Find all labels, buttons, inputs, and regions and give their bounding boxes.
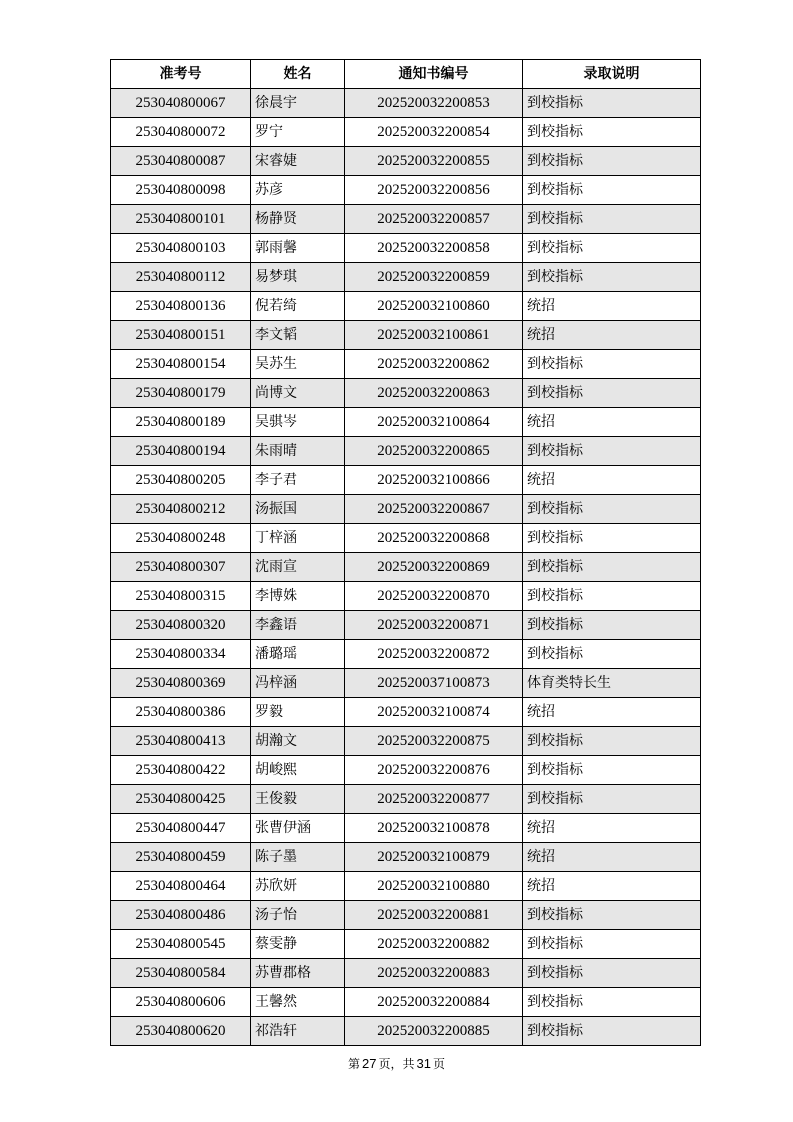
cell-name: 杨静贤: [251, 205, 345, 234]
cell-admission-note: 统招: [523, 408, 701, 437]
table-row: [111, 553, 701, 582]
cell-name: 冯梓涵: [251, 669, 345, 698]
header-name: 姓名: [251, 60, 345, 89]
table-row: [111, 437, 701, 466]
table-row: [111, 379, 701, 408]
cell-notice-no: 202520032100880: [345, 872, 523, 901]
table-row: [111, 582, 701, 611]
table-row: [111, 669, 701, 698]
cell-exam-no: 253040800151: [111, 321, 251, 350]
cell-notice-no: 202520032200869: [345, 553, 523, 582]
table-row: [111, 466, 701, 495]
admission-table: [110, 59, 701, 1046]
cell-name: 沈雨宣: [251, 553, 345, 582]
cell-notice-no: 202520032100864: [345, 408, 523, 437]
cell-exam-no: 253040800545: [111, 930, 251, 959]
table-row: [111, 698, 701, 727]
cell-name: 吴苏生: [251, 350, 345, 379]
cell-notice-no: 202520032200876: [345, 756, 523, 785]
table-row: [111, 234, 701, 263]
table-row: [111, 901, 701, 930]
cell-name: 李鑫语: [251, 611, 345, 640]
table-row: [111, 930, 701, 959]
footer-prefix: 第: [348, 1057, 361, 1071]
cell-exam-no: 253040800413: [111, 727, 251, 756]
table-header-row: [111, 60, 701, 89]
cell-exam-no: 253040800447: [111, 814, 251, 843]
cell-name: 胡峻熙: [251, 756, 345, 785]
cell-admission-note: 到校指标: [523, 350, 701, 379]
cell-name: 汤振国: [251, 495, 345, 524]
cell-name: 徐晨宇: [251, 89, 345, 118]
cell-notice-no: 202520032100878: [345, 814, 523, 843]
cell-name: 胡瀚文: [251, 727, 345, 756]
cell-exam-no: 253040800112: [111, 263, 251, 292]
table-row: [111, 988, 701, 1017]
cell-notice-no: 202520032200875: [345, 727, 523, 756]
cell-exam-no: 253040800072: [111, 118, 251, 147]
cell-name: 罗宁: [251, 118, 345, 147]
cell-exam-no: 253040800179: [111, 379, 251, 408]
cell-admission-note: 到校指标: [523, 379, 701, 408]
cell-admission-note: 到校指标: [523, 959, 701, 988]
cell-notice-no: 202520032200867: [345, 495, 523, 524]
table-row: [111, 350, 701, 379]
header-admission-note: 录取说明: [523, 60, 701, 89]
header-notice-no: 通知书编号: [345, 60, 523, 89]
cell-name: 王馨然: [251, 988, 345, 1017]
cell-exam-no: 253040800136: [111, 292, 251, 321]
cell-notice-no: 202520032100874: [345, 698, 523, 727]
cell-notice-no: 202520032200872: [345, 640, 523, 669]
cell-notice-no: 202520032200883: [345, 959, 523, 988]
cell-notice-no: 202520032200863: [345, 379, 523, 408]
cell-name: 尚博文: [251, 379, 345, 408]
cell-admission-note: 统招: [523, 321, 701, 350]
cell-name: 倪若绮: [251, 292, 345, 321]
cell-name: 李文韬: [251, 321, 345, 350]
cell-admission-note: 到校指标: [523, 524, 701, 553]
cell-admission-note: 统招: [523, 872, 701, 901]
cell-exam-no: 253040800307: [111, 553, 251, 582]
cell-name: 李子君: [251, 466, 345, 495]
cell-notice-no: 202520032200858: [345, 234, 523, 263]
cell-exam-no: 253040800098: [111, 176, 251, 205]
cell-admission-note: 到校指标: [523, 640, 701, 669]
cell-exam-no: 253040800369: [111, 669, 251, 698]
table-row: [111, 785, 701, 814]
cell-exam-no: 253040800248: [111, 524, 251, 553]
cell-exam-no: 253040800459: [111, 843, 251, 872]
cell-admission-note: 到校指标: [523, 437, 701, 466]
cell-admission-note: 统招: [523, 814, 701, 843]
cell-notice-no: 202520032100860: [345, 292, 523, 321]
cell-notice-no: 202520032200859: [345, 263, 523, 292]
footer-total-pages: 31: [416, 1056, 431, 1071]
cell-admission-note: 到校指标: [523, 495, 701, 524]
table-row: [111, 118, 701, 147]
cell-admission-note: 到校指标: [523, 988, 701, 1017]
cell-name: 苏曹郡格: [251, 959, 345, 988]
cell-exam-no: 253040800386: [111, 698, 251, 727]
cell-name: 王俊毅: [251, 785, 345, 814]
cell-notice-no: 202520032200870: [345, 582, 523, 611]
cell-name: 李博姝: [251, 582, 345, 611]
cell-notice-no: 202520032200871: [345, 611, 523, 640]
cell-exam-no: 253040800189: [111, 408, 251, 437]
cell-exam-no: 253040800486: [111, 901, 251, 930]
cell-name: 潘璐瑶: [251, 640, 345, 669]
cell-exam-no: 253040800194: [111, 437, 251, 466]
cell-exam-no: 253040800101: [111, 205, 251, 234]
cell-exam-no: 253040800067: [111, 89, 251, 118]
table-row: [111, 727, 701, 756]
table-row: [111, 147, 701, 176]
cell-notice-no: 202520032200884: [345, 988, 523, 1017]
cell-admission-note: 到校指标: [523, 553, 701, 582]
cell-notice-no: 202520032200853: [345, 89, 523, 118]
cell-name: 陈子墨: [251, 843, 345, 872]
footer-mid: 页，共: [378, 1057, 415, 1071]
header-exam-no: 准考号: [111, 60, 251, 89]
cell-name: 苏彦: [251, 176, 345, 205]
cell-exam-no: 253040800334: [111, 640, 251, 669]
table-row: [111, 292, 701, 321]
table-row: [111, 843, 701, 872]
cell-name: 易梦琪: [251, 263, 345, 292]
cell-admission-note: 到校指标: [523, 118, 701, 147]
cell-exam-no: 253040800464: [111, 872, 251, 901]
cell-notice-no: 202520032200868: [345, 524, 523, 553]
cell-notice-no: 202520032100866: [345, 466, 523, 495]
cell-exam-no: 253040800320: [111, 611, 251, 640]
cell-name: 汤子怡: [251, 901, 345, 930]
cell-admission-note: 到校指标: [523, 611, 701, 640]
cell-admission-note: 到校指标: [523, 205, 701, 234]
cell-exam-no: 253040800422: [111, 756, 251, 785]
table-row: [111, 495, 701, 524]
cell-admission-note: 统招: [523, 292, 701, 321]
cell-name: 宋睿婕: [251, 147, 345, 176]
cell-admission-note: 到校指标: [523, 582, 701, 611]
page-footer: [0, 1055, 793, 1072]
cell-exam-no: 253040800606: [111, 988, 251, 1017]
cell-name: 祁浩轩: [251, 1017, 345, 1046]
cell-name: 罗毅: [251, 698, 345, 727]
cell-notice-no: 202520032100861: [345, 321, 523, 350]
cell-admission-note: 到校指标: [523, 176, 701, 205]
footer-current-page: 27: [362, 1056, 377, 1071]
cell-admission-note: 体育类特长生: [523, 669, 701, 698]
cell-notice-no: 202520032200857: [345, 205, 523, 234]
table-row: [111, 205, 701, 234]
cell-admission-note: 到校指标: [523, 785, 701, 814]
table-row: [111, 408, 701, 437]
table-row: [111, 263, 701, 292]
cell-notice-no: 202520032200881: [345, 901, 523, 930]
table-row: [111, 872, 701, 901]
cell-name: 蔡雯静: [251, 930, 345, 959]
table-row: [111, 321, 701, 350]
table-body: [111, 89, 701, 1046]
cell-exam-no: 253040800087: [111, 147, 251, 176]
cell-admission-note: 统招: [523, 466, 701, 495]
cell-admission-note: 到校指标: [523, 89, 701, 118]
table-row: [111, 959, 701, 988]
table-row: [111, 89, 701, 118]
table-row: [111, 1017, 701, 1046]
cell-name: 张曹伊涵: [251, 814, 345, 843]
cell-name: 郭雨馨: [251, 234, 345, 263]
cell-notice-no: 202520032100879: [345, 843, 523, 872]
cell-name: 苏欣妍: [251, 872, 345, 901]
cell-admission-note: 到校指标: [523, 147, 701, 176]
table-row: [111, 611, 701, 640]
cell-name: 吴骐岑: [251, 408, 345, 437]
cell-name: 朱雨晴: [251, 437, 345, 466]
cell-name: 丁梓涵: [251, 524, 345, 553]
cell-exam-no: 253040800212: [111, 495, 251, 524]
table-row: [111, 640, 701, 669]
table-row: [111, 814, 701, 843]
cell-admission-note: 到校指标: [523, 756, 701, 785]
cell-admission-note: 到校指标: [523, 727, 701, 756]
cell-notice-no: 202520032200854: [345, 118, 523, 147]
cell-notice-no: 202520032200856: [345, 176, 523, 205]
cell-admission-note: 统招: [523, 843, 701, 872]
table-row: [111, 756, 701, 785]
cell-notice-no: 202520032200855: [345, 147, 523, 176]
cell-exam-no: 253040800103: [111, 234, 251, 263]
table-row: [111, 176, 701, 205]
cell-notice-no: 202520032200865: [345, 437, 523, 466]
cell-exam-no: 253040800205: [111, 466, 251, 495]
cell-notice-no: 202520032200877: [345, 785, 523, 814]
cell-exam-no: 253040800425: [111, 785, 251, 814]
cell-admission-note: 到校指标: [523, 1017, 701, 1046]
cell-exam-no: 253040800584: [111, 959, 251, 988]
footer-suffix: 页: [432, 1057, 445, 1071]
cell-admission-note: 统招: [523, 698, 701, 727]
cell-notice-no: 202520037100873: [345, 669, 523, 698]
cell-exam-no: 253040800620: [111, 1017, 251, 1046]
cell-admission-note: 到校指标: [523, 234, 701, 263]
cell-notice-no: 202520032200882: [345, 930, 523, 959]
cell-exam-no: 253040800315: [111, 582, 251, 611]
cell-notice-no: 202520032200885: [345, 1017, 523, 1046]
table-row: [111, 524, 701, 553]
cell-exam-no: 253040800154: [111, 350, 251, 379]
cell-admission-note: 到校指标: [523, 930, 701, 959]
cell-notice-no: 202520032200862: [345, 350, 523, 379]
cell-admission-note: 到校指标: [523, 263, 701, 292]
cell-admission-note: 到校指标: [523, 901, 701, 930]
